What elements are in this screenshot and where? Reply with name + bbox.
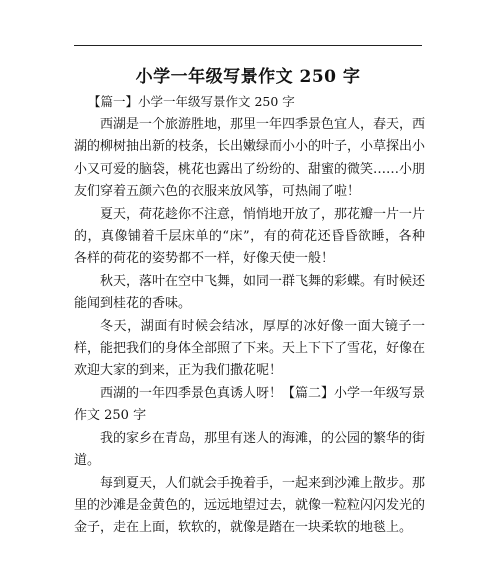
paragraph: 夏天，荷花趁你不注意，悄悄地开放了，那花瓣一片一片的，真像铺着千层床单的“床”，有的荷花还昏昏欲睡，各种各样的荷花的姿势都不一样，好像天使一般！ xyxy=(74,206,426,267)
paragraph: 西湖是一个旅游胜地，那里一年四季景色宜人，春天，西湖的柳树抽出新的枝条，长出嫩绿而小小的叶子，小草探出小小又可爱的脑袋，桃花也露出了纷纷的、甜蜜的微笑……小朋友们穿着五颜六色的衣服来放风筝，可热闹了啦！ xyxy=(74,117,426,200)
paragraph: 每到夏天，人们就会手挽着手，一起来到沙滩上散步。那里的沙滩是金黄色的，远远地望过去，就像一粒粒闪闪发光的金子，走在上面，软软的，就像是踏在一块柔软的地毯上。 xyxy=(74,475,426,536)
header-rule xyxy=(74,45,422,46)
paragraph: 冬天，湖面有时候会结冰，厚厚的冰好像一面大镜子一样，能把我们的身体全部照了下来。天上下下了雪花，好像在欢迎大家的到来，正为我们撒花呢！ xyxy=(74,318,426,379)
page-title: 小学一年级写景作文 250 字 xyxy=(135,67,361,87)
paragraph: 秋天，落叶在空中飞舞，如同一群飞舞的彩蝶。有时候还能闻到桂花的香味。 xyxy=(74,273,426,312)
paragraph: 西湖的一年四季景色真诱人呀！【篇二】小学一年级写景作文 250 字 xyxy=(74,385,426,424)
paragraph: 我的家乡在青岛，那里有迷人的海滩，的公园的繁华的街道。 xyxy=(74,430,426,469)
essay-body xyxy=(74,114,425,540)
section-label: 【篇一】小学一年级写景作文 250 字 xyxy=(88,94,295,109)
